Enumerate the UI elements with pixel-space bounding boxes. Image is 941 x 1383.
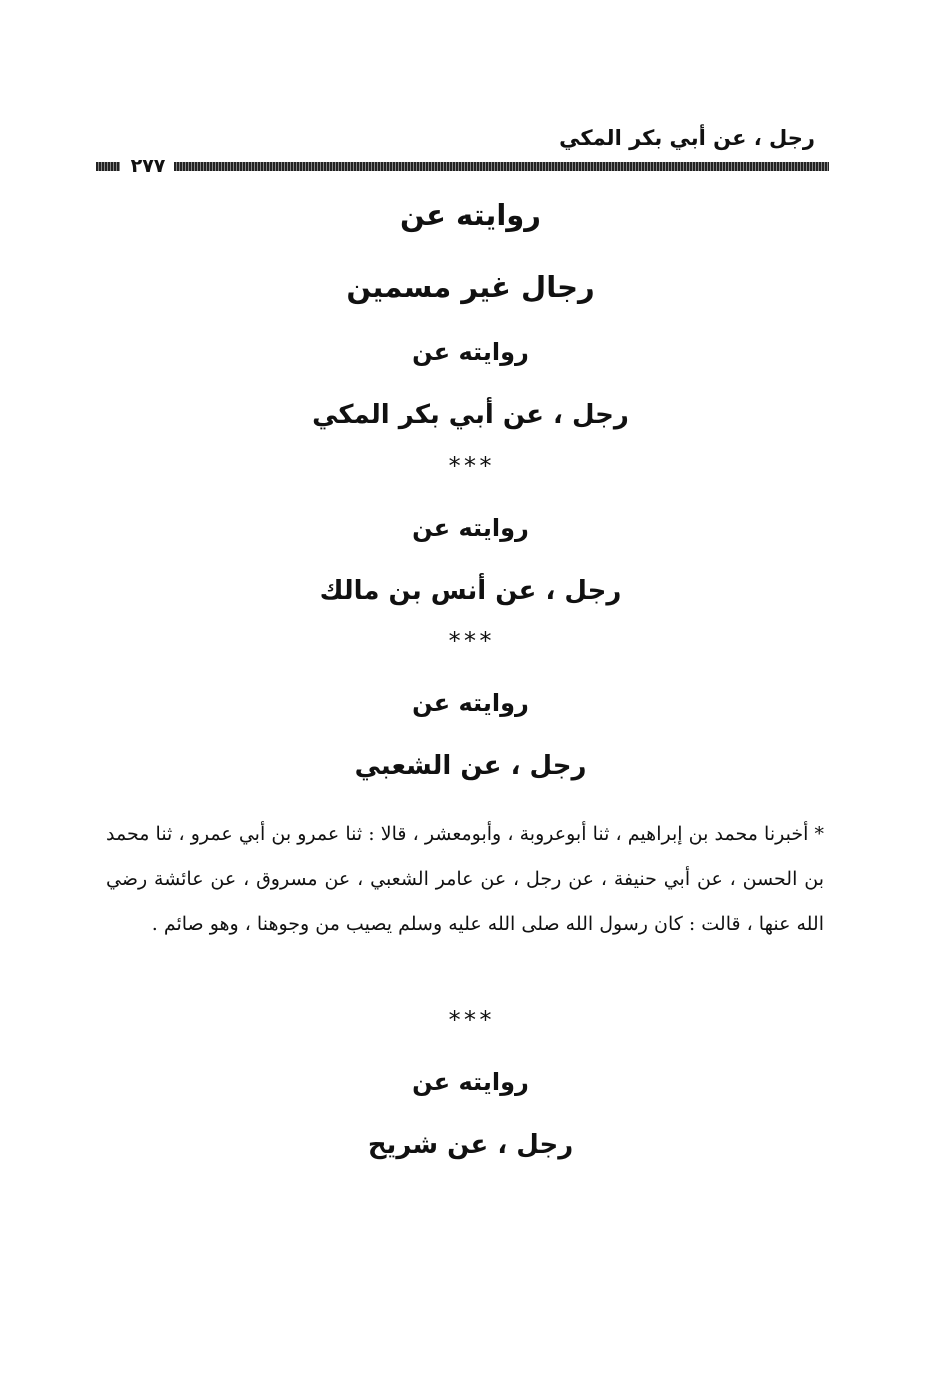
- section-narrator: رجل ، عن أنس بن مالك: [319, 576, 622, 606]
- section-separator: ***: [447, 627, 494, 655]
- section-heading: روايته عن: [412, 338, 529, 366]
- running-header-title: رجل ، عن أبي بكر المكي: [559, 126, 815, 150]
- hadith-text: * أخبرنا محمد بن إبراهيم ، ثنا أبوعروبة ، وأبومعشر ، قالا : ثنا عمرو بن أبي عمرو ، ثنا محمد بن الحسن ، عن أبي حنيفة ، عن رجل ، عن عامر الشعبي ، عن مسروق ، عن عائشة رضي الله عنها ، قالت : كان رسول الله صلى الله عليه وسلم يصيب من وجوهنا ، وهو صائم .: [106, 823, 824, 935]
- chapter-title-line-2: رجال غير مسمين: [346, 270, 595, 304]
- section-heading: روايته عن: [412, 689, 529, 717]
- header-rule-left-segment: [96, 162, 120, 171]
- section-narrator: رجل ، عن شريح: [367, 1130, 574, 1160]
- section-heading: روايته عن: [412, 514, 529, 542]
- section-narrator: رجل ، عن أبي بكر المكي: [312, 400, 629, 430]
- chapter-title-line-1: روايته عن: [400, 198, 541, 232]
- page-number: ٢٧٧: [130, 155, 166, 177]
- header-rule-right-segment: [174, 162, 829, 171]
- section-separator: ***: [447, 452, 494, 480]
- section-heading: روايته عن: [412, 1068, 529, 1096]
- header-rule: [96, 155, 829, 177]
- section-separator: ***: [447, 1006, 494, 1034]
- section-narrator: رجل ، عن الشعبي: [354, 751, 587, 781]
